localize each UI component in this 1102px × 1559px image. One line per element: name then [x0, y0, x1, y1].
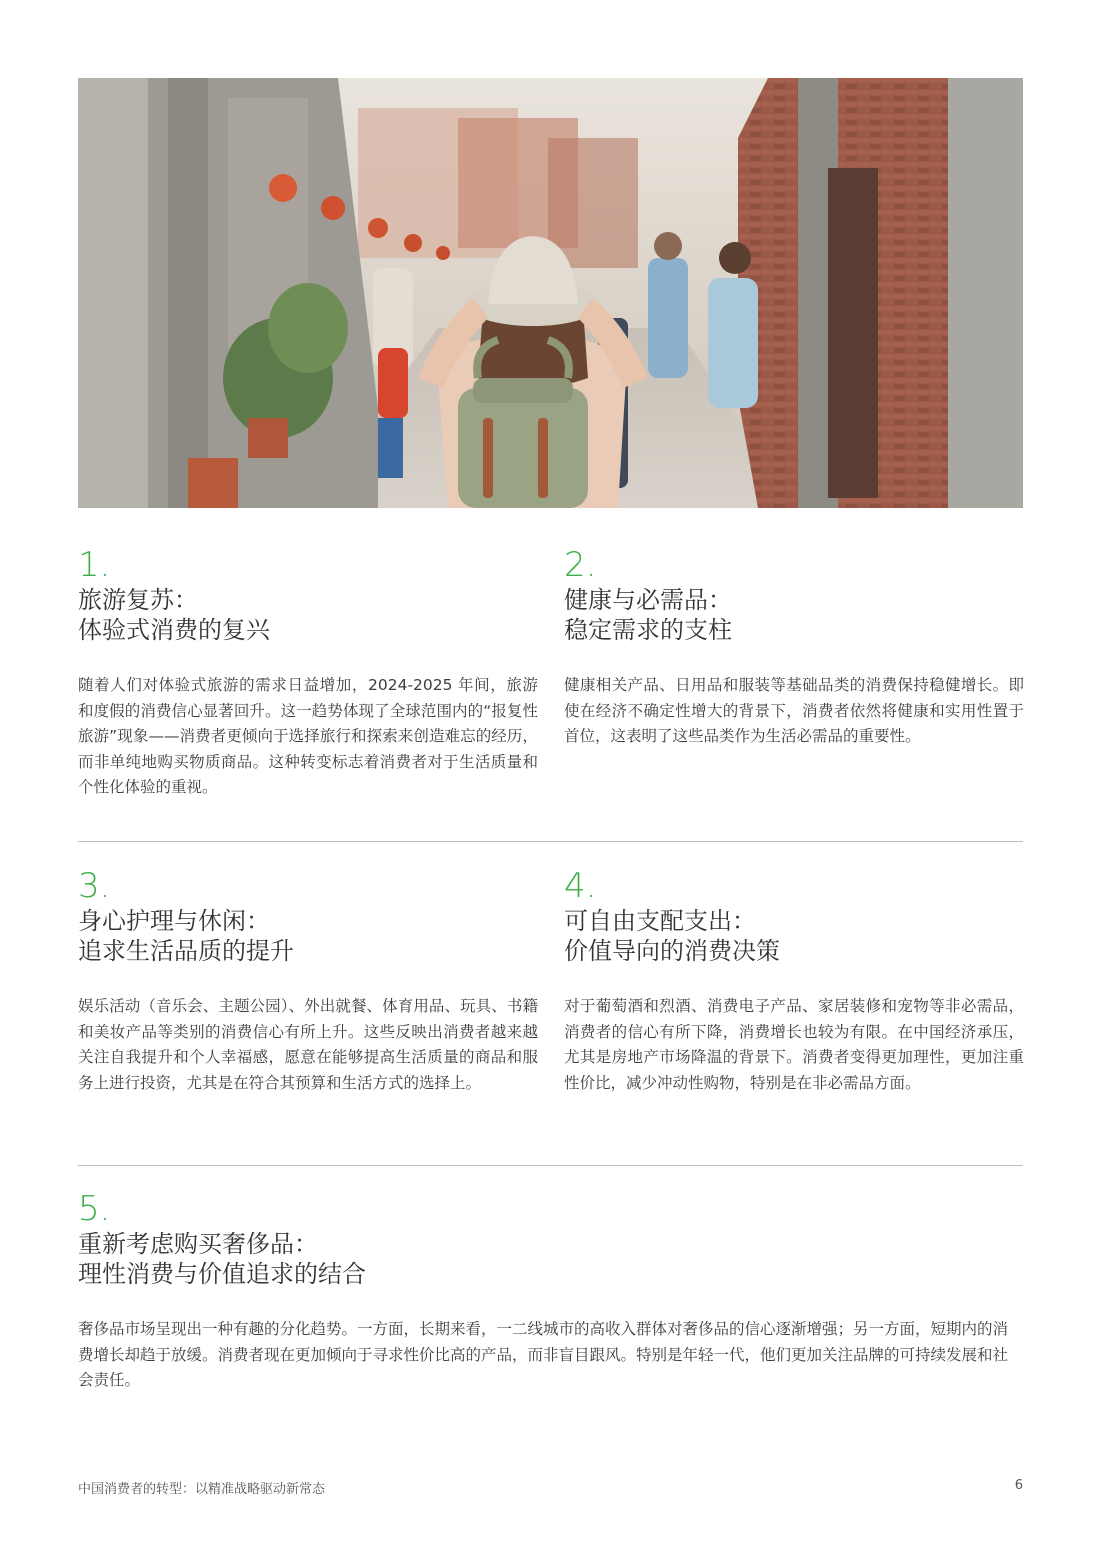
section-title-line2: 价值导向的消费决策 — [564, 937, 780, 965]
section-body: 健康相关产品、日用品和服装等基础品类的消费保持稳健增长。即使在经济不确定性增大的背景下，消费者依然将健康和实用性置于首位，这表明了这些品类作为生活必需品的重要性。 — [564, 676, 1024, 745]
section-number: 1. — [78, 545, 111, 585]
section-divider — [78, 1165, 1023, 1166]
section-title-line1: 身心护理与休闲： — [78, 907, 270, 935]
section-divider — [78, 841, 1023, 842]
section-body: 随着人们对体验式旅游的需求日益增加，2024-2025 年间，旅游和度假的消费信心显著回升。这一趋势体现了全球范围内的“报复性旅游”现象——消费者更倾向于选择旅行和探索来创造难忘的经历，而非单纯地购买物质商品。这种转变标志着消费者对于生活质量和个性化体验的重视。 — [78, 676, 538, 796]
page-number: 6 — [1014, 1478, 1023, 1493]
section-discretionary-spending — [564, 866, 1024, 1096]
section-wellbeing-leisure — [78, 866, 538, 1096]
section-title-line2: 追求生活品质的提升 — [78, 937, 294, 965]
section-travel-recovery — [78, 545, 538, 801]
section-body: 娱乐活动（音乐会、主题公园）、外出就餐、体育用品、玩具、书籍和美妆产品等类别的消费信心有所上升。这些反映出消费者越来越关注自我提升和个人幸福感，愿意在能够提高生活质量的商品和服务上进行投资，尤其是在符合其预算和生活方式的选择上。 — [78, 997, 538, 1092]
section-luxury-reconsidered — [78, 1189, 1023, 1394]
section-title-line2: 稳定需求的支柱 — [564, 616, 732, 644]
section-body: 奢侈品市场呈现出一种有趣的分化趋势。一方面，长期来看，一二线城市的高收入群体对奢侈品的信心逐渐增强；另一方面，短期内的消费增长却趋于放缓。消费者现在更加倾向于寻求性价比高的产品，而非盲目跟风。特别是年轻一代，他们更加关注品牌的可持续发展和社会责任。 — [78, 1320, 1009, 1389]
section-number: 5. — [78, 1189, 111, 1229]
section-number: 4. — [564, 866, 597, 906]
section-title-line1: 重新考虑购买奢侈品： — [78, 1230, 318, 1258]
section-title-line2: 理性消费与价值追求的结合 — [78, 1260, 366, 1288]
section-title-line2: 体验式消费的复兴 — [78, 616, 270, 644]
section-title-line1: 可自由支配支出： — [564, 907, 756, 935]
section-title-line1: 旅游复苏： — [78, 586, 198, 614]
section-number: 2. — [564, 545, 597, 585]
hero-photo — [78, 78, 1023, 508]
section-body: 对于葡萄酒和烈酒、消费电子产品、家居装修和宠物等非必需品，消费者的信心有所下降，消费增长也较为有限。在中国经济承压，尤其是房地产市场降温的背景下。消费者变得更加理性，更加注重性价比，减少冲动性购物，特别是在非必需品方面。 — [564, 997, 1024, 1092]
footer-report-title: 中国消费者的转型：以精准战略驱动新常态 — [78, 1482, 326, 1497]
section-number: 3. — [78, 866, 111, 906]
section-health-essentials — [564, 545, 1024, 750]
section-title-line1: 健康与必需品： — [564, 586, 732, 614]
